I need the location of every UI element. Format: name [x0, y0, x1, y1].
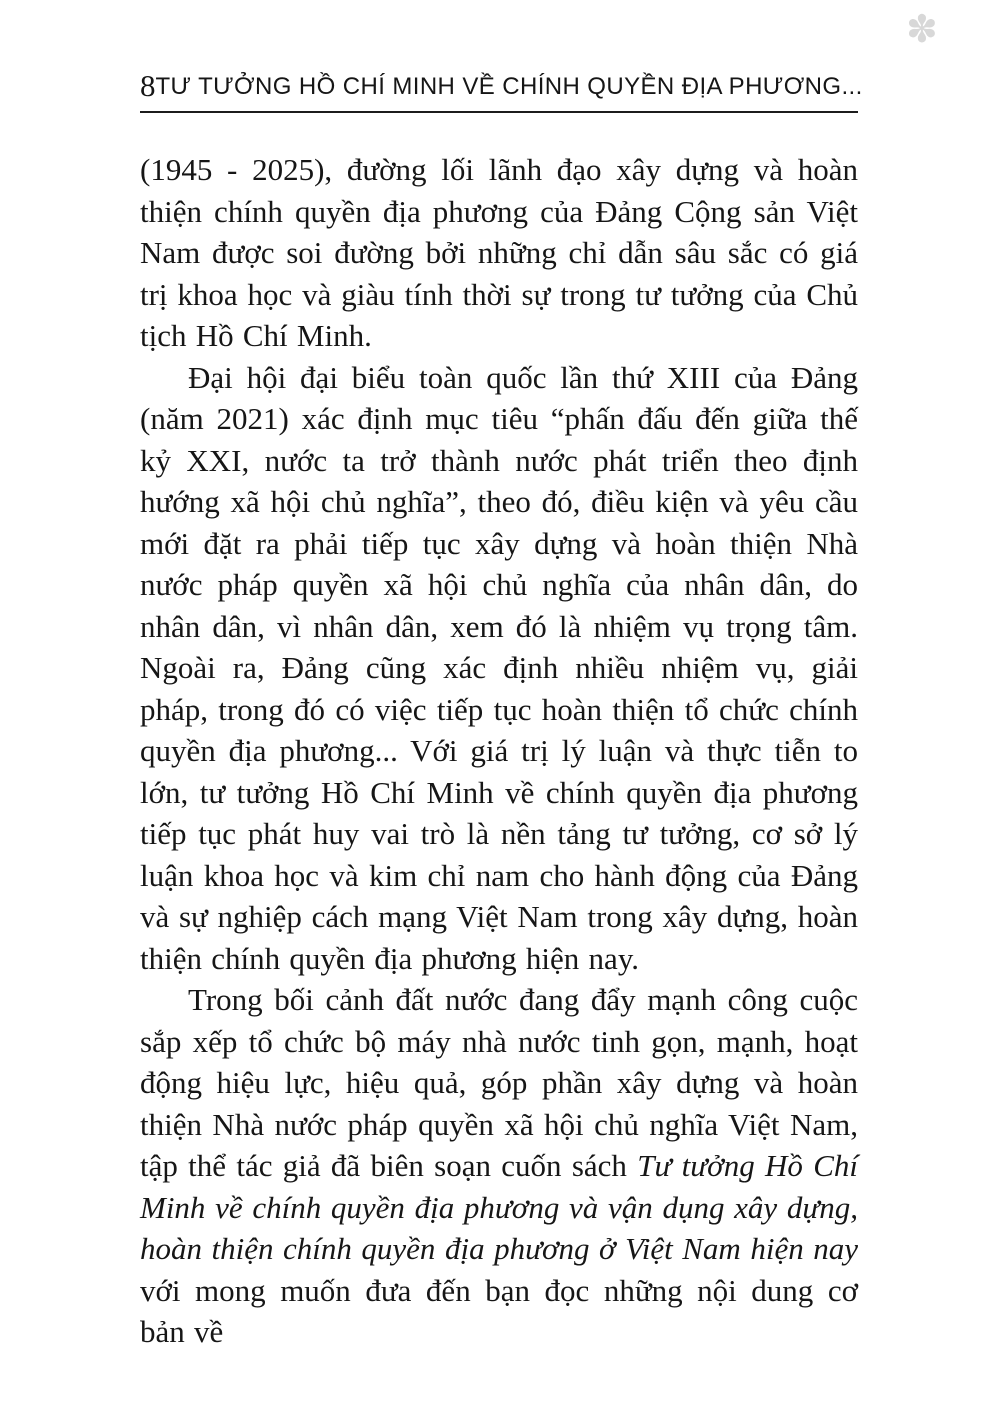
- paragraph-3-lead: Trong bối cảnh đất nước đang đẩy mạnh công cuộc sắp xếp tổ chức bộ máy nhà nước tinh gọn, mạnh, hoạt động hiệu lực, hiệu quả, góp phần xây dựng và hoàn thiện Nhà nước pháp quyền xã hội chủ nghĩa Việt Nam, tập thể tác giả đã biên soạn cuốn sách: [140, 982, 858, 1183]
- page-header: [140, 0, 863, 113]
- book-title-italic: Tư tưởng Hồ Chí Minh về chính quyền địa phương và vận dụng xây dựng, hoàn thiện chính quyền địa phương ở Việt Nam hiện nay: [140, 1148, 858, 1266]
- page-number: 8: [140, 68, 156, 103]
- body-text: [140, 149, 858, 1353]
- paragraph-2: Đại hội đại biểu toàn quốc lần thứ XIII của Đảng (năm 2021) xác định mục tiêu “phấn đấu đến giữa thế kỷ XXI, nước ta trở thành nước phát triển theo định hướng xã hội chủ nghĩa”, theo đó, điều kiện và yêu cầu mới đặt ra phải tiếp tục xây dựng và hoàn thiện Nhà nước pháp quyền xã hội chủ nghĩa của nhân dân, do nhân dân, vì nhân dân, xem đó là nhiệm vụ trọng tâm. Ngoài ra, Đảng cũng xác định nhiều nhiệm vụ, giải pháp, trong đó có việc tiếp tục hoàn thiện tổ chức chính quyền địa phương... Với giá trị lý luận và thực tiễn to lớn, tư tưởng Hồ Chí Minh về chính quyền địa phương tiếp tục phát huy vai trò là nền tảng tư tưởng, cơ sở lý luận khoa học và kim chỉ nam cho hành động của Đảng và sự nghiệp cách mạng Việt Nam trong xây dựng, hoàn thiện chính quyền địa phương hiện nay.: [140, 359, 858, 976]
- paragraph-3-tail: với mong muốn đưa đến bạn đọc những nội dung cơ bản về: [140, 1272, 858, 1349]
- flower-asterisk-icon: ✽: [906, 7, 938, 51]
- paragraph-3: [140, 979, 858, 1353]
- paragraph-1: (1945 - 2025), đường lối lãnh đạo xây dựng và hoàn thiện chính quyền địa phương của Đảng Cộng sản Việt Nam được soi đường bởi những chỉ dẫn sâu sắc có giá trị khoa học và giàu tính thời sự trong tư tưởng của Chủ tịch Hồ Chí Minh.: [140, 152, 858, 353]
- running-title: TƯ TƯỞNG HỒ CHÍ MINH VỀ CHÍNH QUYỀN ĐỊA PHƯƠNG...: [155, 73, 863, 100]
